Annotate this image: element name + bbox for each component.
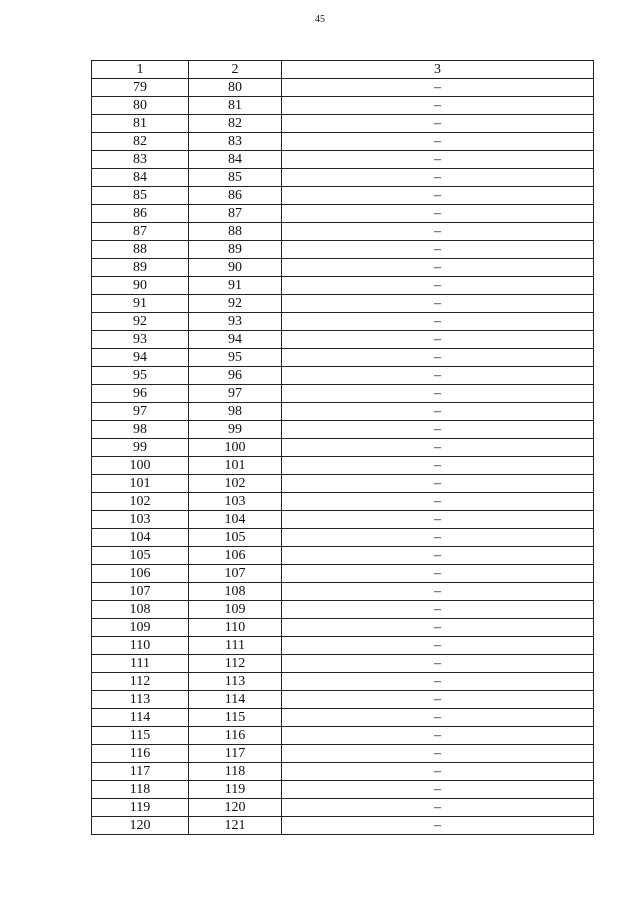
table-row	[92, 79, 594, 97]
cell-col-1: 108	[92, 601, 189, 619]
cell-col-1: 102	[92, 493, 189, 511]
table-row	[92, 385, 594, 403]
cell-col-3: –	[282, 493, 594, 511]
cell-col-3: –	[282, 187, 594, 205]
cell-col-2: 100	[189, 439, 282, 457]
cell-col-1: 79	[92, 79, 189, 97]
table-row	[92, 187, 594, 205]
cell-col-2: 101	[189, 457, 282, 475]
cell-col-1: 119	[92, 799, 189, 817]
cell-col-3: –	[282, 457, 594, 475]
cell-col-3: –	[282, 295, 594, 313]
table-row	[92, 727, 594, 745]
table-row	[92, 223, 594, 241]
cell-col-3: –	[282, 727, 594, 745]
cell-col-2: 85	[189, 169, 282, 187]
cell-col-1: 110	[92, 637, 189, 655]
cell-col-2: 121	[189, 817, 282, 835]
cell-col-1: 101	[92, 475, 189, 493]
table-row	[92, 799, 594, 817]
table-row	[92, 277, 594, 295]
cell-col-1: 111	[92, 655, 189, 673]
cell-col-2: 87	[189, 205, 282, 223]
cell-col-2: 107	[189, 565, 282, 583]
cell-col-3: –	[282, 313, 594, 331]
cell-col-3: –	[282, 655, 594, 673]
table-row	[92, 565, 594, 583]
cell-col-2: 96	[189, 367, 282, 385]
cell-col-3: –	[282, 277, 594, 295]
table-row	[92, 331, 594, 349]
cell-col-3: –	[282, 367, 594, 385]
table-row	[92, 655, 594, 673]
cell-col-3: –	[282, 547, 594, 565]
table-row	[92, 817, 594, 835]
cell-col-1: 117	[92, 763, 189, 781]
cell-col-1: 116	[92, 745, 189, 763]
cell-col-3: –	[282, 511, 594, 529]
cell-col-2: 110	[189, 619, 282, 637]
cell-col-3: –	[282, 565, 594, 583]
table-row	[92, 457, 594, 475]
cell-col-2: 108	[189, 583, 282, 601]
cell-col-1: 97	[92, 403, 189, 421]
cell-col-1: 91	[92, 295, 189, 313]
cell-col-3: –	[282, 439, 594, 457]
data-table	[91, 60, 594, 835]
cell-col-3: –	[282, 637, 594, 655]
cell-col-1: 94	[92, 349, 189, 367]
header-row	[92, 61, 594, 79]
table-row	[92, 367, 594, 385]
cell-col-2: 106	[189, 547, 282, 565]
cell-col-2: 92	[189, 295, 282, 313]
cell-col-2: 91	[189, 277, 282, 295]
cell-col-3: –	[282, 241, 594, 259]
cell-col-3: –	[282, 421, 594, 439]
cell-col-2: 113	[189, 673, 282, 691]
cell-col-3: –	[282, 691, 594, 709]
table-row	[92, 403, 594, 421]
cell-col-3: –	[282, 151, 594, 169]
cell-col-1: 82	[92, 133, 189, 151]
cell-col-2: 105	[189, 529, 282, 547]
cell-col-1: 95	[92, 367, 189, 385]
column-header-1: 1	[92, 61, 189, 79]
table-row	[92, 115, 594, 133]
cell-col-3: –	[282, 169, 594, 187]
cell-col-2: 115	[189, 709, 282, 727]
cell-col-3: –	[282, 223, 594, 241]
cell-col-1: 113	[92, 691, 189, 709]
table-row	[92, 151, 594, 169]
table-row	[92, 601, 594, 619]
page-number: 45	[315, 14, 325, 25]
table-row	[92, 439, 594, 457]
table-row	[92, 529, 594, 547]
table-row	[92, 709, 594, 727]
cell-col-3: –	[282, 259, 594, 277]
cell-col-2: 93	[189, 313, 282, 331]
cell-col-1: 103	[92, 511, 189, 529]
table-row	[92, 691, 594, 709]
table-row	[92, 745, 594, 763]
cell-col-3: –	[282, 133, 594, 151]
cell-col-2: 89	[189, 241, 282, 259]
cell-col-2: 83	[189, 133, 282, 151]
cell-col-1: 92	[92, 313, 189, 331]
cell-col-1: 96	[92, 385, 189, 403]
cell-col-3: –	[282, 403, 594, 421]
table-row	[92, 295, 594, 313]
cell-col-2: 116	[189, 727, 282, 745]
cell-col-2: 88	[189, 223, 282, 241]
cell-col-1: 88	[92, 241, 189, 259]
cell-col-3: –	[282, 619, 594, 637]
table-row	[92, 313, 594, 331]
cell-col-2: 95	[189, 349, 282, 367]
table-row	[92, 349, 594, 367]
cell-col-1: 112	[92, 673, 189, 691]
cell-col-3: –	[282, 601, 594, 619]
cell-col-2: 114	[189, 691, 282, 709]
cell-col-2: 120	[189, 799, 282, 817]
cell-col-1: 87	[92, 223, 189, 241]
cell-col-1: 120	[92, 817, 189, 835]
cell-col-2: 86	[189, 187, 282, 205]
cell-col-1: 109	[92, 619, 189, 637]
table-row	[92, 619, 594, 637]
cell-col-1: 107	[92, 583, 189, 601]
table-header	[92, 61, 594, 79]
table-row	[92, 547, 594, 565]
cell-col-1: 105	[92, 547, 189, 565]
table-row	[92, 493, 594, 511]
cell-col-3: –	[282, 205, 594, 223]
table-body	[92, 79, 594, 835]
cell-col-2: 99	[189, 421, 282, 439]
table-row	[92, 97, 594, 115]
table-row	[92, 763, 594, 781]
cell-col-1: 86	[92, 205, 189, 223]
cell-col-2: 97	[189, 385, 282, 403]
cell-col-1: 84	[92, 169, 189, 187]
cell-col-2: 84	[189, 151, 282, 169]
table-row	[92, 673, 594, 691]
table-row	[92, 637, 594, 655]
cell-col-3: –	[282, 475, 594, 493]
table-row	[92, 421, 594, 439]
table-row	[92, 133, 594, 151]
cell-col-3: –	[282, 817, 594, 835]
table-row	[92, 781, 594, 799]
cell-col-2: 112	[189, 655, 282, 673]
cell-col-3: –	[282, 349, 594, 367]
cell-col-2: 109	[189, 601, 282, 619]
cell-col-1: 80	[92, 97, 189, 115]
cell-col-2: 90	[189, 259, 282, 277]
column-header-3: 3	[282, 61, 594, 79]
table-row	[92, 583, 594, 601]
cell-col-2: 118	[189, 763, 282, 781]
cell-col-3: –	[282, 331, 594, 349]
cell-col-3: –	[282, 385, 594, 403]
cell-col-1: 106	[92, 565, 189, 583]
cell-col-1: 118	[92, 781, 189, 799]
cell-col-2: 104	[189, 511, 282, 529]
cell-col-1: 81	[92, 115, 189, 133]
column-header-2: 2	[189, 61, 282, 79]
cell-col-3: –	[282, 799, 594, 817]
cell-col-2: 80	[189, 79, 282, 97]
cell-col-3: –	[282, 745, 594, 763]
cell-col-2: 111	[189, 637, 282, 655]
cell-col-2: 94	[189, 331, 282, 349]
table-row	[92, 511, 594, 529]
cell-col-1: 99	[92, 439, 189, 457]
cell-col-2: 98	[189, 403, 282, 421]
cell-col-1: 90	[92, 277, 189, 295]
table-row	[92, 169, 594, 187]
table-row	[92, 205, 594, 223]
cell-col-2: 103	[189, 493, 282, 511]
cell-col-2: 117	[189, 745, 282, 763]
cell-col-3: –	[282, 115, 594, 133]
cell-col-3: –	[282, 709, 594, 727]
cell-col-2: 119	[189, 781, 282, 799]
cell-col-3: –	[282, 529, 594, 547]
table-row	[92, 241, 594, 259]
cell-col-1: 114	[92, 709, 189, 727]
cell-col-3: –	[282, 763, 594, 781]
cell-col-1: 89	[92, 259, 189, 277]
cell-col-1: 115	[92, 727, 189, 745]
cell-col-1: 93	[92, 331, 189, 349]
cell-col-1: 98	[92, 421, 189, 439]
cell-col-3: –	[282, 781, 594, 799]
cell-col-2: 81	[189, 97, 282, 115]
cell-col-3: –	[282, 583, 594, 601]
cell-col-1: 85	[92, 187, 189, 205]
cell-col-2: 102	[189, 475, 282, 493]
cell-col-1: 100	[92, 457, 189, 475]
table-row	[92, 475, 594, 493]
cell-col-3: –	[282, 97, 594, 115]
cell-col-1: 83	[92, 151, 189, 169]
cell-col-3: –	[282, 673, 594, 691]
cell-col-2: 82	[189, 115, 282, 133]
cell-col-1: 104	[92, 529, 189, 547]
table-row	[92, 259, 594, 277]
cell-col-3: –	[282, 79, 594, 97]
